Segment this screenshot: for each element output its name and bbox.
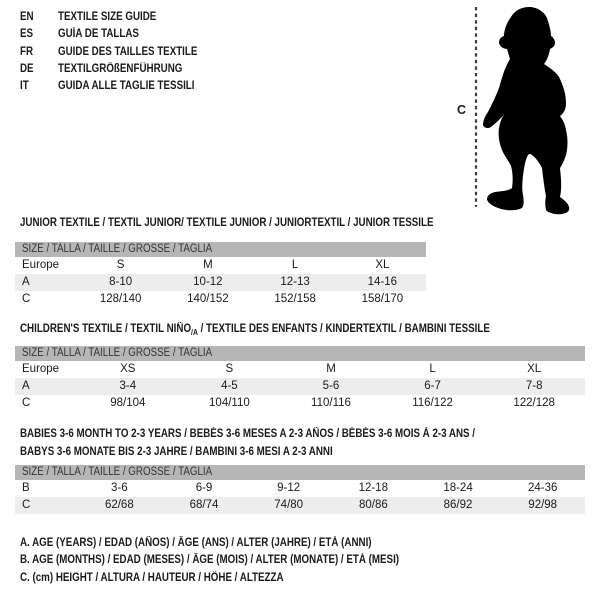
cell: 68/74: [189, 499, 219, 511]
cell: 92/98: [528, 499, 558, 511]
cell: 140/152: [187, 293, 229, 305]
row-label: B: [22, 482, 30, 494]
cell: 6-9: [195, 482, 213, 494]
table-row-height: [15, 497, 585, 514]
cell: 7-8: [525, 380, 543, 392]
row-label: A: [22, 380, 30, 392]
cell: 122/128: [513, 397, 555, 409]
junior-table-title: JUNIOR TEXTILE / TEXTIL JUNIOR/ TEXTILE JUNIOR / JUNIORTEXTIL / JUNIOR TESSILE: [20, 217, 434, 229]
cell: 80/86: [358, 499, 388, 511]
lang-row-es: [20, 26, 222, 43]
lang-code: FR: [20, 45, 34, 58]
cell: 24-36: [527, 482, 558, 494]
cell: 8-10: [109, 276, 133, 288]
cell: M: [326, 363, 336, 375]
row-label: Europe: [22, 259, 60, 271]
cell: 9-12: [277, 482, 301, 494]
lang-row-fr: [20, 44, 222, 61]
cell: 116/122: [412, 397, 453, 409]
table-row-age-months: [15, 480, 585, 497]
cell: 98/104: [110, 397, 146, 409]
lang-label: GUÍA DE TALLAS: [58, 28, 139, 41]
cell: 158/170: [361, 293, 404, 305]
figure-height-label: C: [457, 103, 467, 117]
cell: 3-6: [111, 482, 128, 494]
cell: S: [116, 259, 125, 271]
table-row-age: [15, 378, 585, 395]
language-header: [20, 9, 222, 95]
footnote-b: B. AGE (MONTHS) / EDAD (MESES) / ÂGE (MOIS) / ALTER (MONATE) / ETÀ (MESI): [20, 554, 400, 567]
cell: L: [429, 363, 436, 375]
babies-table-title: BABIES 3-6 MONTH TO 2-3 YEARS / BEBÉS 3-6 MESES A 2-3 AÑOS / BÉBÉS 3-6 MOIS À 2-3 ANS / BABYS 3-6 MONATE BIS 2-3 JAHRE / BAMBINI 3-6 MESI A 2-3 ANNI: [20, 428, 476, 458]
cell: 18-24: [443, 482, 473, 494]
cell: XL: [527, 363, 542, 375]
lang-code: DE: [20, 62, 34, 75]
lang-code: EN: [20, 11, 34, 23]
row-label: A: [22, 276, 30, 288]
size-header-bar: [15, 346, 585, 361]
size-header-bar: [15, 242, 426, 257]
size-header-label: SIZE / TALLA / TAILLE / GRÖSSE / TAGLIA: [22, 347, 213, 359]
cell: XL: [375, 259, 390, 271]
footnotes: [20, 535, 466, 587]
cell: 152/158: [274, 293, 316, 305]
lang-code: ES: [20, 28, 34, 41]
lang-label: TEXTILGRÖßENFÜHRUNG: [58, 62, 183, 75]
cell: S: [225, 363, 234, 375]
cell: 12-13: [280, 276, 310, 288]
cell: 110/116: [311, 397, 351, 409]
footnote-a: A. AGE (YEARS) / EDAD (AÑOS) / ÂGE (ANS) / ALTER (JAHRE) / ETÀ (ANNI): [20, 537, 372, 549]
row-label: Europe: [22, 363, 60, 375]
junior-table: [15, 242, 426, 308]
cell: 12-18: [358, 482, 389, 494]
cell: 10-12: [193, 276, 223, 288]
size-header-label: SIZE / TALLA / TAILLE / GRÖSSE / TAGLIA: [22, 466, 213, 478]
babies-table: [15, 465, 585, 514]
lang-code: IT: [20, 80, 29, 93]
table-row-europe: [15, 257, 426, 274]
table-row-height: [15, 291, 426, 308]
lang-row-de: [20, 61, 222, 78]
cell: 3-4: [119, 380, 137, 392]
lang-label: GUIDE DES TAILLES TEXTILE: [58, 45, 198, 58]
cell: 86/92: [443, 499, 473, 511]
table-row-age: [15, 274, 426, 291]
lang-label: TEXTILE SIZE GUIDE: [58, 11, 157, 23]
cell: 6-7: [424, 380, 441, 392]
table-row-height: [15, 395, 585, 412]
cell: M: [203, 259, 213, 271]
lang-row-it: [20, 78, 222, 95]
size-header-label: SIZE / TALLA / TAILLE / GRÖSSE / TAGLIA: [22, 243, 213, 255]
lang-label: GUIDA ALLE TAGLIE TESSILI: [58, 80, 195, 93]
cell: L: [291, 259, 299, 271]
cell: 104/110: [209, 397, 250, 409]
row-label: C: [22, 397, 31, 409]
subscript: /A: [191, 327, 198, 337]
lang-row-en: [20, 9, 222, 26]
row-label: C: [22, 499, 31, 511]
children-table: [15, 346, 585, 412]
row-label: C: [22, 293, 31, 305]
children-table-title: CHILDREN'S TEXTILE / TEXTIL $NIÑO_{/A}$ / TEXTILE DES ENFANTS / KINDERTEXTIL / BAMBINI TESSILE: [20, 323, 490, 337]
cell: 128/140: [99, 293, 142, 305]
baby-silhouette-icon: [470, 5, 585, 215]
table-row-europe: [15, 361, 585, 378]
cell: 74/80: [274, 499, 304, 511]
cell: 5-6: [322, 380, 340, 392]
cell: 14-16: [367, 276, 398, 288]
cell: 4-5: [221, 380, 238, 392]
size-header-bar: [15, 465, 585, 480]
footnote-c: C. (cm) HEIGHT / ALTURA / HAUTEUR / HÖHE / ALTEZZA: [20, 571, 284, 584]
cell: XS: [120, 363, 136, 375]
cell: 62/68: [104, 499, 134, 511]
